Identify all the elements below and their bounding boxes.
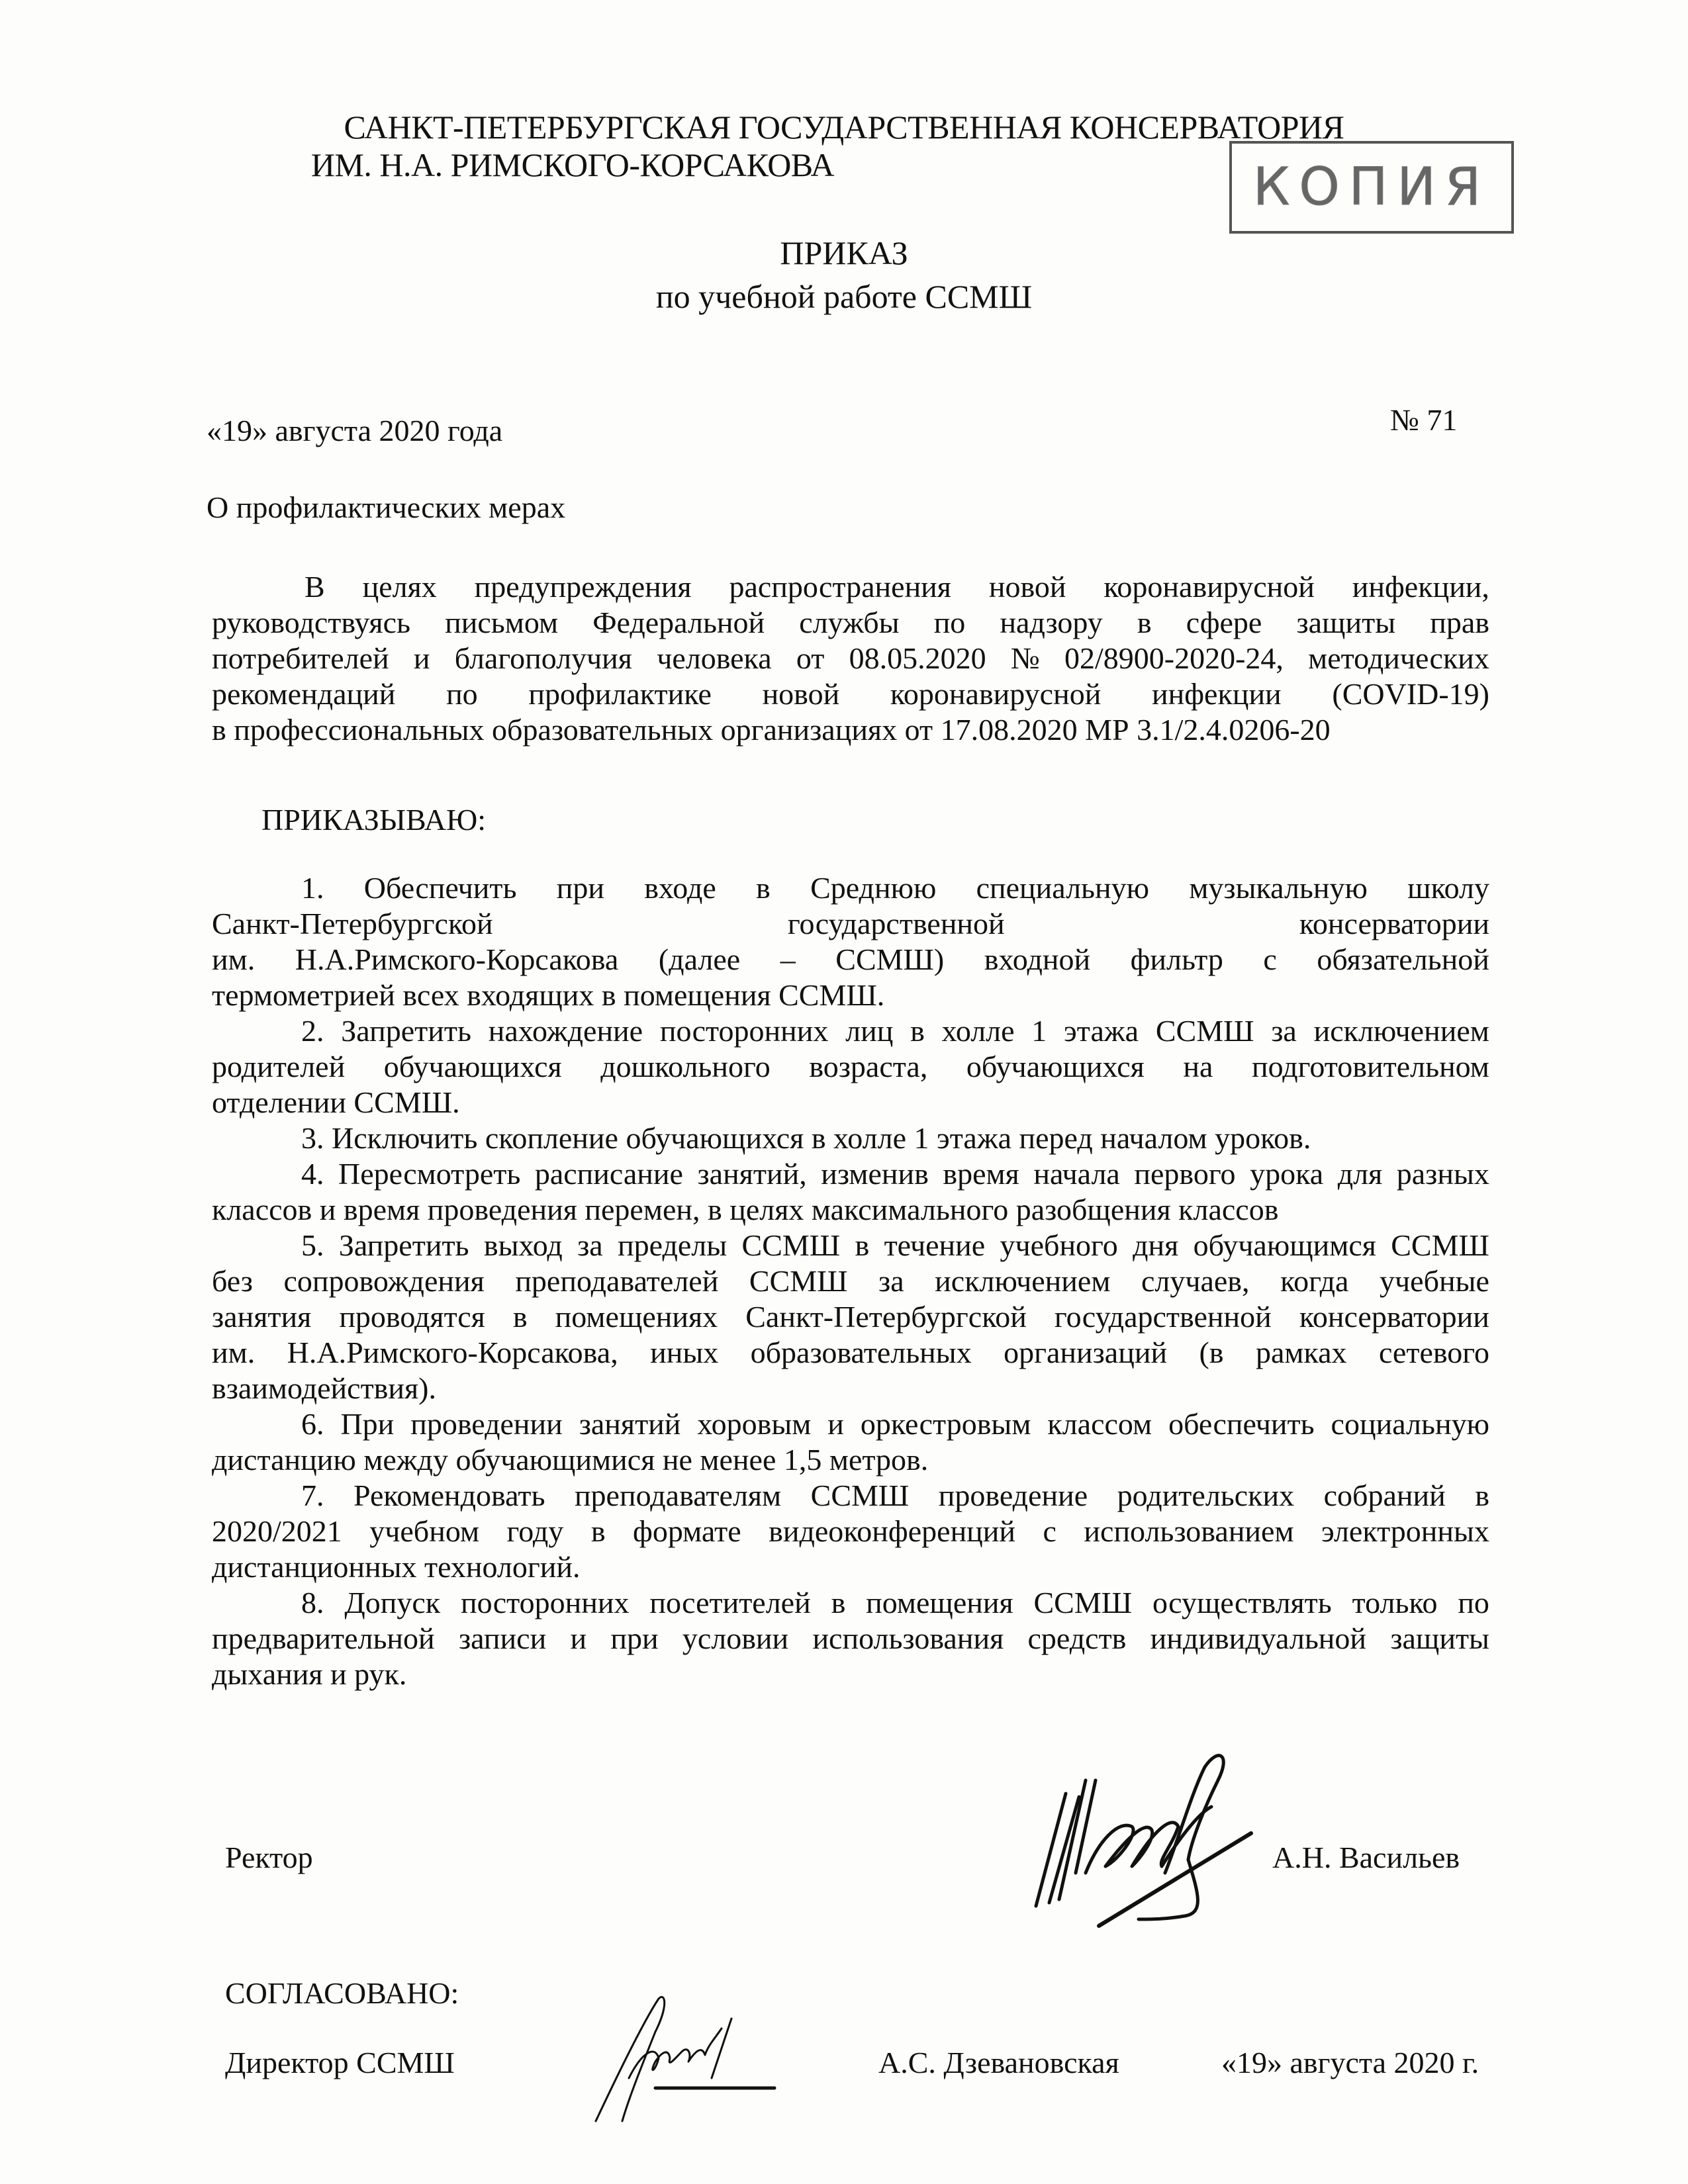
word: целях bbox=[362, 570, 437, 604]
word: первого bbox=[1134, 1157, 1236, 1191]
preamble-line-text bbox=[212, 676, 1489, 712]
rector-signature bbox=[1019, 1741, 1350, 1933]
preamble-line bbox=[212, 676, 1489, 712]
word: в bbox=[1137, 606, 1152, 639]
word: инфекции, bbox=[1352, 570, 1489, 604]
word: методических bbox=[1308, 641, 1489, 675]
order-item bbox=[212, 1478, 1489, 1585]
rector-name: А.Н. Васильев bbox=[1272, 1841, 1460, 1874]
order-item-text: дыхания и рук. bbox=[212, 1657, 407, 1691]
word: дня bbox=[1133, 1228, 1179, 1262]
order-item-line bbox=[212, 1657, 1489, 1692]
order-item-line bbox=[212, 1013, 1489, 1049]
word: при bbox=[556, 871, 605, 905]
preamble-line bbox=[212, 569, 1489, 605]
word: дошкольного bbox=[600, 1050, 771, 1083]
word: инфекции bbox=[1152, 677, 1282, 711]
word: проведении bbox=[410, 1407, 563, 1441]
word: в bbox=[590, 1514, 606, 1548]
word: нахождение bbox=[488, 1014, 643, 1048]
word: только bbox=[1352, 1586, 1438, 1619]
word: человека bbox=[657, 641, 772, 675]
word: подготовительном bbox=[1251, 1050, 1489, 1083]
word: обеспечить bbox=[1168, 1407, 1315, 1441]
order-heading: ПРИКАЗЫВАЮ: bbox=[261, 803, 487, 837]
word: проводятся bbox=[339, 1300, 485, 1334]
order-item bbox=[212, 1406, 1489, 1478]
word: специальную bbox=[976, 871, 1150, 905]
order-item-line bbox=[212, 1120, 1489, 1156]
order-item-text: взаимодействия). bbox=[212, 1371, 436, 1405]
word: и bbox=[570, 1621, 587, 1655]
word: на bbox=[1183, 1050, 1213, 1083]
word: занятий bbox=[579, 1407, 681, 1441]
word: посторонних bbox=[659, 1014, 829, 1048]
word: в bbox=[1475, 1479, 1489, 1512]
word: им. bbox=[212, 1336, 256, 1369]
word: распространения bbox=[729, 570, 951, 604]
word: за bbox=[577, 1228, 603, 1262]
word: консерватории bbox=[1299, 1300, 1489, 1334]
word: обучающихся bbox=[383, 1050, 562, 1083]
word: разных bbox=[1396, 1157, 1489, 1191]
word: записи bbox=[458, 1621, 547, 1655]
order-item-text bbox=[301, 1406, 1489, 1442]
word: 6. bbox=[301, 1407, 324, 1441]
word: ССМШ bbox=[1033, 1586, 1133, 1619]
order-item-text bbox=[212, 1263, 1489, 1299]
word: 2. bbox=[301, 1014, 324, 1048]
word: социальную bbox=[1331, 1407, 1489, 1441]
word: и bbox=[413, 641, 430, 675]
word: индивидуальной bbox=[1150, 1621, 1367, 1655]
word: № bbox=[1010, 641, 1040, 675]
order-item-line bbox=[212, 1335, 1489, 1371]
word: надзору bbox=[1000, 606, 1103, 639]
order-items bbox=[212, 870, 1489, 1692]
order-item-line bbox=[212, 1299, 1489, 1335]
word: по bbox=[1458, 1586, 1489, 1619]
word: обучающихся bbox=[966, 1050, 1145, 1083]
rector-title: Ректор bbox=[225, 1841, 313, 1874]
word: формате bbox=[633, 1514, 741, 1548]
word: и bbox=[827, 1407, 844, 1441]
order-item bbox=[212, 1228, 1489, 1406]
order-item-line bbox=[212, 1085, 1489, 1120]
word: от bbox=[796, 641, 825, 675]
word: иных bbox=[650, 1336, 719, 1369]
order-item-line bbox=[212, 1585, 1489, 1621]
word: учебного bbox=[1000, 1228, 1118, 1262]
director-date: «19» августа 2020 г. bbox=[1221, 2046, 1479, 2079]
word: время bbox=[943, 1157, 1019, 1191]
word: сетевого bbox=[1378, 1336, 1489, 1369]
order-item-text bbox=[212, 1621, 1489, 1657]
word: государственной bbox=[787, 907, 1005, 940]
word: обучающимся bbox=[1193, 1228, 1376, 1262]
word: новой bbox=[988, 570, 1066, 604]
document-subject: О профилактических мерах bbox=[207, 490, 566, 524]
word: ССМШ bbox=[1155, 1014, 1254, 1048]
word: рекомендаций bbox=[212, 677, 396, 711]
word: средств bbox=[1027, 1621, 1127, 1655]
order-item bbox=[212, 1585, 1489, 1692]
word: образовательных bbox=[750, 1336, 972, 1369]
word: помещения bbox=[866, 1586, 1013, 1619]
word: ССМШ bbox=[1391, 1228, 1489, 1262]
order-item-line bbox=[212, 1406, 1489, 1442]
word: 4. bbox=[301, 1157, 324, 1191]
copy-stamp bbox=[1229, 141, 1514, 234]
order-item-line bbox=[212, 1514, 1489, 1549]
word: исключением bbox=[1313, 1014, 1489, 1048]
word: изменив bbox=[821, 1157, 929, 1191]
word: 02/8900-2020-24, bbox=[1064, 641, 1284, 675]
word: (COVID-19) bbox=[1332, 677, 1489, 711]
word: ССМШ bbox=[741, 1228, 841, 1262]
word: собраний bbox=[1323, 1479, 1446, 1512]
word: ССМШ) bbox=[835, 942, 945, 976]
word: с bbox=[1263, 942, 1277, 976]
preamble-line-text bbox=[212, 605, 1489, 641]
word: сопровождения bbox=[283, 1264, 485, 1298]
word: входе bbox=[644, 871, 716, 905]
word: по bbox=[446, 677, 478, 711]
word: условии bbox=[682, 1621, 789, 1655]
document-number: № 71 bbox=[1390, 403, 1458, 437]
word: за bbox=[878, 1264, 904, 1298]
word: руководствуясь bbox=[212, 606, 410, 639]
word: посетителей bbox=[649, 1586, 811, 1619]
director-title: Директор ССМШ bbox=[225, 2046, 455, 2079]
word: в bbox=[855, 1228, 870, 1262]
word: при bbox=[610, 1621, 659, 1655]
word: родительских bbox=[1117, 1479, 1295, 1512]
preamble-line bbox=[212, 605, 1489, 641]
order-item-line bbox=[212, 1263, 1489, 1299]
order-item-line bbox=[212, 1156, 1489, 1192]
word: когда bbox=[1280, 1264, 1349, 1298]
document-type: ПРИКАЗ bbox=[780, 234, 908, 271]
word: в bbox=[756, 871, 771, 905]
word: Запретить bbox=[341, 1014, 471, 1048]
order-item-text: отделении ССМШ. bbox=[212, 1085, 460, 1119]
order-item-line bbox=[212, 1371, 1489, 1406]
word: профилактике bbox=[528, 677, 712, 711]
word: Среднюю bbox=[810, 871, 937, 905]
word: возраста, bbox=[809, 1050, 928, 1083]
word: Санкт-Петербургской bbox=[745, 1300, 1027, 1334]
word: фильтр bbox=[1130, 942, 1223, 976]
word: в bbox=[512, 1300, 528, 1334]
word: по bbox=[933, 606, 966, 639]
word: предварительной bbox=[212, 1621, 435, 1655]
order-item-line bbox=[212, 1621, 1489, 1657]
word: Федеральной bbox=[592, 606, 765, 639]
order-item-text bbox=[301, 1228, 1489, 1263]
word: в bbox=[910, 1014, 925, 1048]
word: службы bbox=[799, 606, 900, 639]
order-item-text bbox=[301, 1478, 1489, 1514]
word: входной bbox=[984, 942, 1091, 976]
word: исключением bbox=[935, 1264, 1111, 1298]
word: с bbox=[1043, 1514, 1056, 1548]
order-item-line bbox=[212, 978, 1489, 1013]
order-item-line bbox=[212, 1549, 1489, 1585]
order-item-text bbox=[301, 1156, 1489, 1192]
word: расписание bbox=[534, 1157, 683, 1191]
word: потребителей bbox=[212, 641, 389, 675]
preamble-line-text bbox=[212, 641, 1489, 676]
word: видеоконференций bbox=[769, 1514, 1016, 1548]
word: При bbox=[340, 1407, 395, 1441]
order-item-text: классов и время проведения перемен, в целях максимального разобщения классов bbox=[212, 1193, 1279, 1226]
word: за bbox=[1271, 1014, 1297, 1048]
word: новой bbox=[762, 677, 840, 711]
organization-name-line-2: ИМ. Н.А. РИМСКОГО-КОРСАКОВА bbox=[310, 146, 835, 183]
order-item bbox=[212, 1013, 1489, 1120]
word: 2020/2021 bbox=[212, 1514, 342, 1548]
word: лиц bbox=[845, 1014, 894, 1048]
word: преподавателей bbox=[515, 1264, 719, 1298]
word: году bbox=[506, 1514, 564, 1548]
order-item-text bbox=[212, 1299, 1489, 1335]
word: начала bbox=[1033, 1157, 1120, 1191]
organization-name-line-1: САНКТ-ПЕТЕРБУРГСКАЯ ГОСУДАРСТВЕННАЯ КОНСЕРВАТОРИЯ bbox=[344, 109, 1344, 146]
word: осуществлять bbox=[1152, 1586, 1332, 1619]
word: Н.А.Римского-Корсакова, bbox=[287, 1336, 618, 1369]
word: проведение bbox=[938, 1479, 1088, 1512]
order-item bbox=[212, 1156, 1489, 1228]
word: Обеспечить bbox=[363, 871, 517, 905]
word: В bbox=[305, 570, 325, 604]
word: использования bbox=[812, 1621, 1004, 1655]
word: ССМШ bbox=[810, 1479, 910, 1512]
word: обязательной bbox=[1317, 942, 1489, 976]
word: классом bbox=[1047, 1407, 1152, 1441]
word: помещениях bbox=[555, 1300, 718, 1334]
word: Пересмотреть bbox=[338, 1157, 521, 1191]
order-item-text bbox=[301, 870, 1489, 906]
order-item bbox=[212, 870, 1489, 1013]
order-item bbox=[212, 1120, 1489, 1156]
word: рамках bbox=[1255, 1336, 1347, 1369]
word: письмом bbox=[445, 606, 559, 639]
preamble-line bbox=[212, 641, 1489, 676]
word: Н.А.Римского-Корсакова bbox=[295, 942, 619, 976]
word: оркестровым bbox=[860, 1407, 1031, 1441]
word: использованием bbox=[1084, 1514, 1294, 1548]
word: 1 bbox=[1031, 1014, 1047, 1048]
word: организаций bbox=[1004, 1336, 1168, 1369]
approved-label: СОГЛАСОВАНО: bbox=[225, 1976, 459, 2010]
order-item-text bbox=[301, 1013, 1489, 1049]
word: (в bbox=[1199, 1336, 1224, 1369]
document-date: «19» августа 2020 года bbox=[207, 414, 503, 447]
word: 1. bbox=[301, 871, 324, 905]
word: Запретить bbox=[338, 1228, 469, 1262]
word: коронавирусной bbox=[1103, 570, 1315, 604]
word: государственной bbox=[1054, 1300, 1272, 1334]
word: предупреждения bbox=[474, 570, 692, 604]
order-item-line bbox=[212, 942, 1489, 978]
order-item-line bbox=[212, 906, 1489, 942]
word: Санкт-Петербургской bbox=[212, 907, 493, 940]
order-item-text bbox=[212, 906, 1489, 942]
order-item-text bbox=[212, 1049, 1489, 1085]
order-item-line bbox=[212, 870, 1489, 906]
word: выход bbox=[483, 1228, 563, 1262]
order-item-text: дистанцию между обучающимися не менее 1,5 метров. bbox=[212, 1443, 929, 1477]
word: без bbox=[212, 1264, 253, 1298]
word: урока bbox=[1250, 1157, 1324, 1191]
word: 5. bbox=[301, 1228, 324, 1262]
order-item-line bbox=[212, 1049, 1489, 1085]
order-item-line bbox=[212, 1192, 1489, 1228]
order-item-text bbox=[212, 1335, 1489, 1371]
word: холле bbox=[941, 1014, 1015, 1048]
word: Рекомендовать bbox=[353, 1479, 545, 1512]
director-signature bbox=[583, 1992, 808, 2124]
order-item-text bbox=[212, 942, 1489, 978]
word: случаев, bbox=[1141, 1264, 1250, 1298]
word: 7. bbox=[301, 1479, 324, 1512]
word: течение bbox=[884, 1228, 986, 1262]
order-item-text: 3. Исключить скопление обучающихся в холле 1 этажа перед началом уроков. bbox=[301, 1121, 1311, 1155]
word: – bbox=[780, 942, 796, 976]
preamble-line-text: в профессиональных образовательных организациях от 17.08.2020 МР 3.1/2.4.0206-20 bbox=[212, 713, 1331, 747]
word: школу bbox=[1407, 871, 1489, 905]
word: защиты bbox=[1390, 1621, 1489, 1655]
order-item-line bbox=[212, 1478, 1489, 1514]
word: посторонних bbox=[460, 1586, 630, 1619]
word: в bbox=[831, 1586, 846, 1619]
word: пределы bbox=[618, 1228, 727, 1262]
word: ССМШ bbox=[749, 1264, 848, 1298]
word: электронных bbox=[1321, 1514, 1489, 1548]
order-item-text bbox=[301, 1585, 1489, 1621]
document-subtitle: по учебной работе ССМШ bbox=[655, 278, 1033, 315]
director-name: А.С. Дзевановская bbox=[878, 2046, 1119, 2079]
word: сфере bbox=[1186, 606, 1262, 639]
word: учебном bbox=[369, 1514, 480, 1548]
word: 08.05.2020 bbox=[849, 641, 986, 675]
word: для bbox=[1337, 1157, 1383, 1191]
word: занятия bbox=[212, 1300, 312, 1334]
order-item-line bbox=[212, 1442, 1489, 1478]
order-item-text: дистанционных технологий. bbox=[212, 1550, 581, 1584]
word: учебные bbox=[1380, 1264, 1489, 1298]
word: коронавирусной bbox=[890, 677, 1102, 711]
word: занятий, bbox=[697, 1157, 807, 1191]
copy-stamp-text: КОПИЯ bbox=[1253, 158, 1490, 217]
word: защиты bbox=[1296, 606, 1396, 639]
word: преподавателям bbox=[574, 1479, 782, 1512]
word: Допуск bbox=[344, 1586, 441, 1619]
word: родителей bbox=[212, 1050, 346, 1083]
word: (далее bbox=[658, 942, 741, 976]
word: этажа bbox=[1064, 1014, 1139, 1048]
word: консерватории bbox=[1299, 907, 1489, 940]
order-item-text bbox=[212, 1514, 1489, 1549]
order-item-line bbox=[212, 1228, 1489, 1263]
word: 8. bbox=[301, 1586, 324, 1619]
word: музыкальную bbox=[1189, 871, 1368, 905]
preamble-line-text bbox=[305, 569, 1489, 605]
preamble bbox=[212, 569, 1489, 748]
word: прав bbox=[1430, 606, 1489, 639]
word: им. bbox=[212, 942, 256, 976]
preamble-line bbox=[212, 712, 1489, 748]
word: хоровым bbox=[697, 1407, 812, 1441]
word: благополучия bbox=[454, 641, 632, 675]
order-item-text: термометрией всех входящих в помещения ССМШ. bbox=[212, 978, 885, 1012]
